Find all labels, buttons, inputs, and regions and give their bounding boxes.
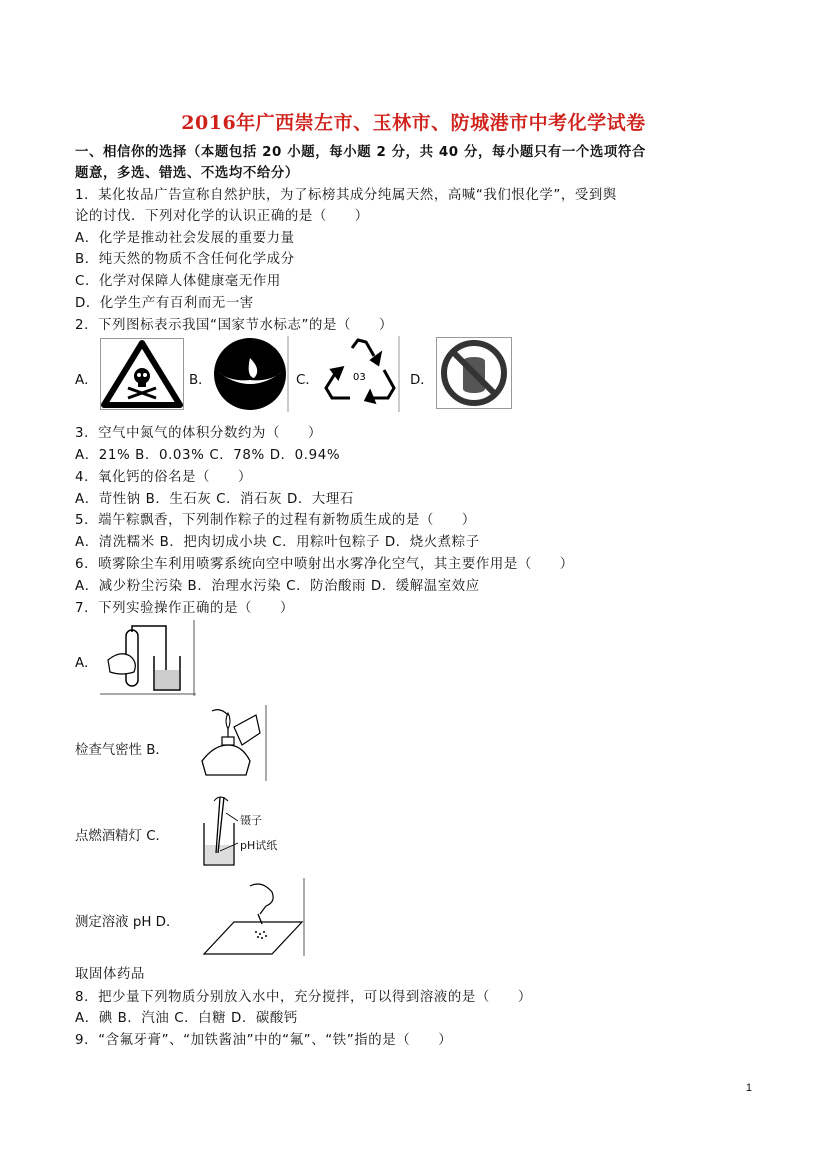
ph-paper-label: pH试纸 xyxy=(240,839,278,852)
q4-stem: 4．氧化钙的俗名是（ ） xyxy=(75,470,253,485)
q3-options: A．21% B．0.03% C．78% D．0.94% xyxy=(75,448,341,463)
q1-stem-line2: 论的讨伐．下列对化学的认识正确的是（ ） xyxy=(75,209,369,224)
airtightness-check-figure xyxy=(100,620,196,700)
toxic-sign-icon xyxy=(100,338,184,414)
q7-tail: 取固体药品 xyxy=(75,967,145,982)
q5-options: A．清洗糯米 B．把肉切成小块 C．用粽叶包粽子 D．烧火煮粽子 xyxy=(75,535,480,550)
q2-label-a: A． xyxy=(75,373,98,388)
q2-label-c: C． xyxy=(296,373,319,388)
q9-stem: 9．“含氟牙膏”、“加铁酱油”中的“氟”、“铁”指的是（ ） xyxy=(75,1033,453,1048)
q4-options: A．苛性钠 B．生石灰 C．消石灰 D．大理石 xyxy=(75,492,354,507)
q1-stem-line1: 1．某化妆品广告宣称自然护肤，为了标榜其成分纯属天然，高喊“我们恨化学”，受到舆 xyxy=(75,188,617,203)
q7-label-c: 点燃酒精灯 C． xyxy=(75,829,169,844)
page-title: 2016年广西崇左市、玉林市、防城港市中考化学试卷 xyxy=(181,112,646,134)
tweezers-label: 镊子 xyxy=(240,814,262,827)
recycle-sign-icon xyxy=(322,336,400,416)
q1-option-d: D．化学生产有百利而无一害 xyxy=(75,296,254,311)
q2-stem: 2．下列图标表示我国“国家节水标志”的是（ ） xyxy=(75,318,393,333)
q7-label-a: A． xyxy=(75,656,98,671)
q2-label-d: D． xyxy=(410,373,434,388)
take-solid-figure xyxy=(200,878,306,960)
recycle-code: 03 xyxy=(353,372,366,383)
no-barrel-sign-icon xyxy=(436,337,512,413)
q1-option-b: B．纯天然的物质不含任何化学成分 xyxy=(75,252,295,267)
water-saving-sign-icon xyxy=(210,336,290,416)
q1-option-c: C．化学对保障人体健康毫无作用 xyxy=(75,274,281,289)
page-number: 1 xyxy=(745,1082,752,1094)
q6-stem: 6．喷雾除尘车利用喷雾系统向空中喷射出水雾净化空气，其主要作用是（ ） xyxy=(75,557,574,572)
q6-options: A．减少粉尘污染 B．治理水污染 C．防治酸雨 D．缓解温室效应 xyxy=(75,579,480,594)
q8-options: A．碘 B．汽油 C．白糖 D．碳酸钙 xyxy=(75,1011,298,1026)
q3-stem: 3．空气中氮气的体积分数约为（ ） xyxy=(75,426,322,441)
q7-label-b: 检查气密性 B． xyxy=(75,743,169,758)
section-heading-line2: 题意，多选、错选、不选均不给分） xyxy=(75,166,299,181)
q7-stem: 7．下列实验操作正确的是（ ） xyxy=(75,601,294,616)
ph-test-figure xyxy=(196,793,288,873)
alcohol-lamp-figure xyxy=(198,705,268,785)
q2-label-b: B． xyxy=(189,373,212,388)
q7-label-d: 测定溶液 pH D． xyxy=(75,915,180,930)
q1-option-a: A．化学是推动社会发展的重要力量 xyxy=(75,231,295,246)
q5-stem: 5．端午粽飘香，下列制作粽子的过程有新物质生成的是（ ） xyxy=(75,513,476,528)
q8-stem: 8．把少量下列物质分别放入水中，充分搅拌，可以得到溶液的是（ ） xyxy=(75,990,532,1005)
section-heading-line1: 一、相信你的选择（本题包括 20 小题，每小题 2 分，共 40 分，每小题只有一个选项符合 xyxy=(75,145,646,160)
